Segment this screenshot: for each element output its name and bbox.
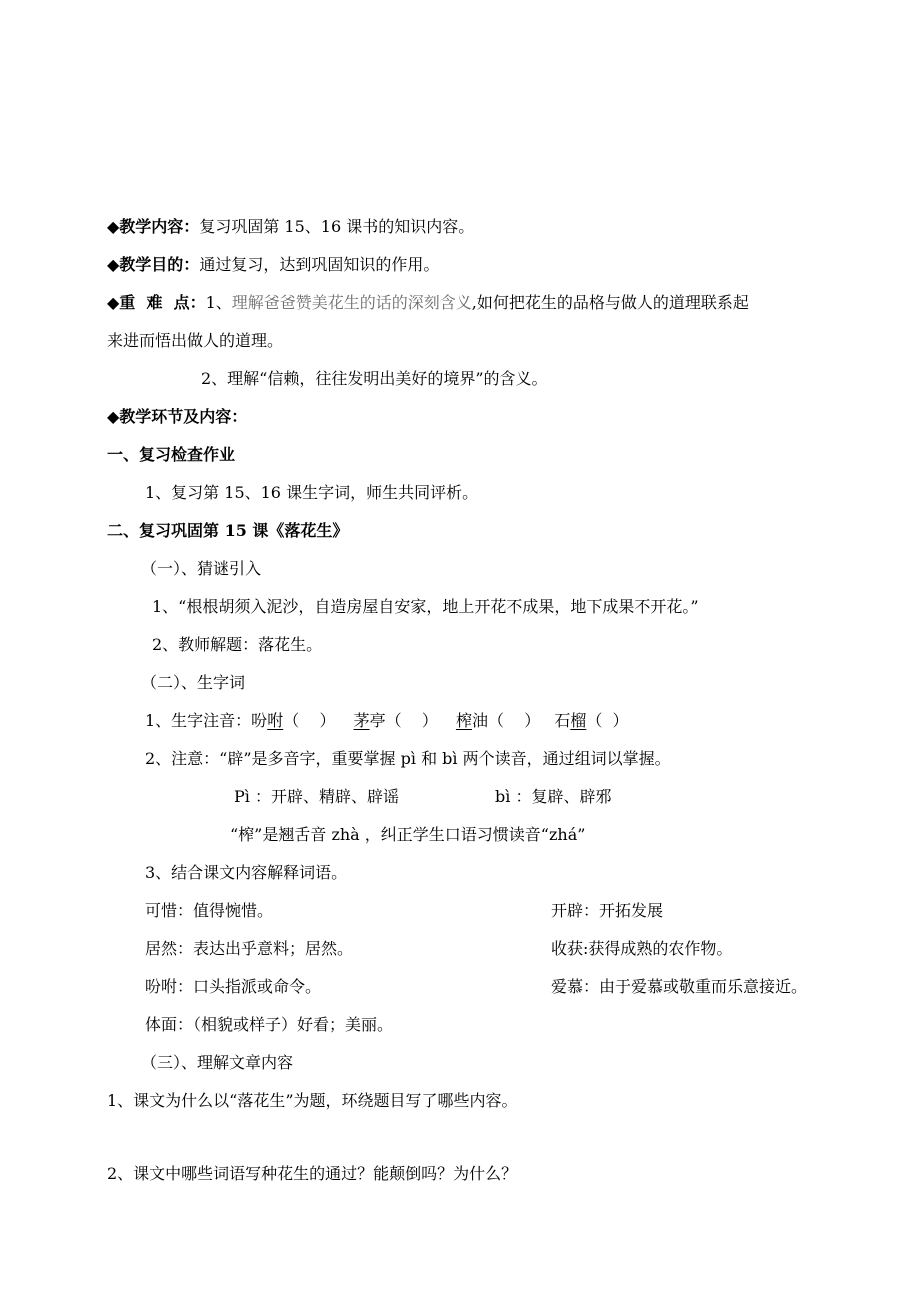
section-1-item-1: 1、复习第 15、16 课生字词，师生共同评析。 (145, 483, 479, 502)
term-right: 收获:获得成熟的农作物。 (551, 939, 733, 958)
question-2: 2、课文中哪些词语写种花生的通过？能颠倒吗？为什么？ (107, 1164, 518, 1183)
blank-1: （ ） (283, 711, 336, 730)
underlined-char-mao: 茅 (353, 711, 370, 730)
polyphone-bi: bì ：复辟、辟邪 (495, 787, 612, 806)
pronunciation-note: “榨”是翘舌音 zhà ，纠正学生口语习惯读音“zhá” (230, 825, 586, 844)
purpose-text: 通过复习，达到巩固知识的作用。 (199, 255, 440, 274)
polyphone-note: 2、注意：“辟”是多音字，重要掌握 pì 和 bì 两个读音，通过组词以掌握。 (145, 749, 671, 768)
purpose-label: ◆教学目的： (107, 255, 200, 274)
content-line (107, 217, 474, 237)
difficulty-point-2: 2、理解“信赖，往往发明出美好的境界”的含义。 (201, 369, 548, 388)
term-left: 体面：（相貌或样子）好看；美丽。 (145, 1015, 394, 1034)
subsection-riddle-title: （一）、猜谜引入 (141, 559, 262, 578)
blank-2: 亭（ ） (369, 711, 438, 730)
subsection-understanding-title: （三）、理解文章内容 (141, 1053, 294, 1072)
term-left: 吩咐：口头指派或命令。 (145, 977, 322, 996)
content-text: 复习巩固第 15、16 课书的知识内容。 (199, 217, 475, 236)
purpose-line (107, 255, 439, 275)
underlined-char-zha: 榨 (455, 711, 472, 730)
steps-heading: ◆教学环节及内容： (107, 407, 248, 426)
blank-4: （ ） (586, 711, 629, 730)
polyphone-pi: Pì ：开辟、精辟、辟谣 (234, 787, 399, 806)
riddle-answer: 2、教师解题：落花生。 (152, 635, 323, 654)
pinyin-prefix: 1、生字注音：吩 (145, 711, 268, 730)
difficulty-label: ◆重 难 点： (107, 293, 206, 312)
difficulty-line-1-cont: 来进而悟出做人的道理。 (107, 331, 284, 350)
content-label: ◆教学内容： (107, 217, 200, 236)
term-left: 居然：表达出乎意料；居然。 (145, 939, 354, 958)
word-shi: 石 (554, 711, 571, 730)
underlined-char-fu: 咐 (267, 711, 284, 730)
difficulty-line-1 (107, 293, 749, 313)
difficulty-number-1: 1、 (205, 293, 232, 312)
section-1-title: 一、复习检查作业 (107, 445, 236, 464)
term-right: 开辟：开拓发展 (551, 901, 664, 920)
difficulty-point-1a: 理解爸爸赞美花生的话的深刻含义 (231, 293, 472, 312)
pinyin-exercise (145, 711, 629, 731)
subsection-vocab-title: （二）、生字词 (141, 673, 246, 692)
term-left: 可惜：值得惋惜。 (145, 901, 274, 920)
blank-3: 油（ ） (471, 711, 541, 730)
difficulty-point-1b: ,如何把花生的品格与做人的道理联系起 (471, 293, 749, 312)
section-2-title: 二、复习巩固第 15 课《落花生》 (107, 521, 349, 540)
explain-words-title: 3、结合课文内容解释词语。 (145, 863, 348, 882)
underlined-char-liu: 榴 (570, 711, 587, 730)
term-right: 爱慕：由于爱慕或敬重而乐意接近。 (551, 977, 808, 996)
question-1: 1、课文为什么以“落花生”为题，环绕题目写了哪些内容。 (107, 1091, 518, 1110)
riddle-text: 1、“根根胡须入泥沙，自造房屋自安家，地上开花不成果，地下成果不开花。” (152, 597, 699, 616)
